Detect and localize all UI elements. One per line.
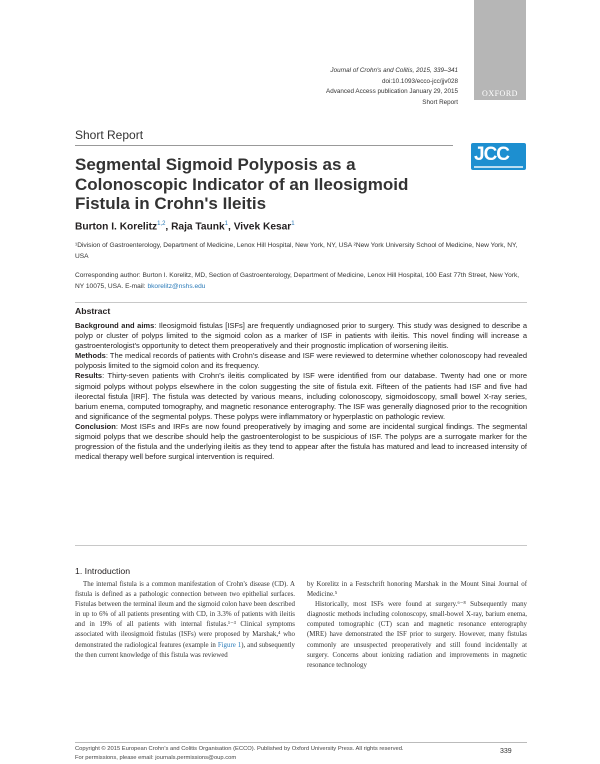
- divider: [75, 145, 453, 146]
- author-affil-sup[interactable]: 1: [291, 221, 295, 227]
- divider: [75, 742, 527, 743]
- figure-link[interactable]: Figure 1: [217, 641, 242, 649]
- divider: [75, 302, 527, 303]
- author-affil-sup[interactable]: 1,2: [157, 221, 166, 227]
- author-affil-sup[interactable]: 1: [224, 221, 229, 227]
- copyright: Copyright © 2015 European Crohn's and Colitis Organisation (ECCO). Published by Oxford University Press. All rights reserved.: [75, 746, 404, 752]
- affiliations: ¹Division of Gastroenterology, Department of Medicine, Lenox Hill Hospital, New York, NY, USA ²New York University School of Medicine, New York, NY, USA: [75, 242, 518, 260]
- footer: [75, 745, 495, 763]
- abstract-label: Results: [75, 371, 103, 381]
- oxford-badge-text: OXFORD: [482, 89, 518, 98]
- corresponding-author: [75, 270, 527, 292]
- article-type-small: Short Report: [422, 98, 458, 106]
- paragraph-text: The internal fistula is a common manifestation of Crohn's disease (CD). A fistula is defined as a pathologic connection between two epithelial surfaces. Fistulas between the terminal ileum and the sigmoid colon have been described in up to 6% of all patients presenting with CD, in 3.3% of patients with ileitis and in 19% of all patients with internal fistulas.¹⁻³ Clinical symptoms associated with ileosigmoid fistulas (ISFs) were proposed by Marshak,⁴ who demonstrated the radiological features (example in: [75, 581, 295, 649]
- jcc-logo-strip: [474, 166, 523, 168]
- abstract-body: [75, 321, 527, 462]
- doi: doi:10.1093/ecco-jcc/jjv028: [382, 77, 458, 85]
- journal-citation: Journal of Crohn's and Colitis, 2015, 339–341: [330, 67, 458, 74]
- article-type: Short Report: [75, 128, 144, 142]
- abstract-results: [75, 371, 527, 421]
- abstract-label: Conclusion: [75, 421, 116, 431]
- abstract-text: : Most ISFs and IRFs are now found preoperatively by imaging and some are incidental surgical findings. The segmental sigmoid polyps that we describe should help the gastroenterologist to be suspicious of ISF. The polyps are a surrogate marker for the progression of the fistula and the underlying ileitis as they tend to appear after the fistula has matured and lead to increased intensity of medical therapy well before surgical intervention is required.: [75, 421, 527, 462]
- abstract-background: [75, 321, 527, 351]
- body-column-left: [75, 580, 295, 661]
- paragraph: Historically, most ISFs were found at surgery.⁶⁻⁸ Subsequently many diagnostic methods including colonoscopy, small-bowel X-ray, barium enema, computed tomographic (CT) scan and magnetic resonance enterography (MRE) have demonstrated the ISF prior to surgery. However, many fistulas commonly are unsuspected preoperatively and still found incidentally at surgery. Concerns about ionizing radiation and improvements in magnetic resonance technology: [307, 601, 527, 669]
- advance-access: Advanced Access publication January 29, 2015: [326, 88, 458, 95]
- email-link[interactable]: bkorelitz@nshs.edu: [147, 283, 206, 290]
- abstract-text: : The medical records of patients with Crohn's disease and ISF were reviewed to determine whether colonoscopy had revealed polyposis limited to the sigmoid colon and its frequency.: [75, 351, 527, 371]
- abstract-text: : Ileosigmoid fistulas [ISFs] are frequently undiagnosed prior to surgery. This study was designed to describe a polyp or cluster of polyps limited to the sigmoid colon as a marker of ISF in patients with ileitis. This novel finding will increase a gastroenterologist's opportunity to detect them preoperatively and their prognostic implication of worsening ileitis.: [75, 321, 527, 351]
- abstract-text: : Thirty-seven patients with Crohn's ileitis complicated by ISF were identified from our database. Twenty had one or more sigmoid polyps without polyps elsewhere in the colon suggesting the site of fistula exit. Fifteen of the patients had ISF and five had ileorectal fistula [IRF]. The fistula was detected by various means, including colonoscopy, sigmoidoscopy, small bowel X-ray series, barium enema, computed tomography, and magnetic resonance enterography. The ISF was generally diagnosed prior to the recognition and significance of the segmental polyps. These polyps were inflammatory or hyperplastic on pathologic review.: [75, 371, 527, 421]
- author-name: Burton I. Korelitz: [75, 221, 158, 233]
- oxford-badge: [474, 0, 526, 100]
- section-heading: 1. Introduction: [75, 566, 131, 576]
- permissions: For permissions, please email: journals.permissions@oup.com: [75, 755, 237, 761]
- divider: [75, 545, 527, 546]
- abstract-label: Background and aims: [75, 321, 155, 330]
- jcc-logo: [471, 143, 526, 170]
- author-name: Raja Taunk: [171, 221, 225, 233]
- article-title: Segmental Sigmoid Polyposis as a Colonoscopic Indicator of an Ileosigmoid Fistula in Crohn's Ileitis: [75, 155, 409, 213]
- page-number: 339: [500, 748, 512, 755]
- body-column-right: [307, 580, 527, 671]
- journal-header: [158, 66, 458, 108]
- abstract-label: Methods: [75, 351, 106, 361]
- paragraph-text: ), and subsequently the then current knowledge of this fistula was reviewed: [75, 641, 295, 659]
- corresponding-text: Corresponding author: Burton I. Korelitz, MD, Section of Gastroenterology, Department of Medicine, Lenox Hill Hospital, 100 East 77th Street, New York, NY 10075, USA. E-mail:: [75, 272, 520, 290]
- paragraph: [75, 580, 295, 661]
- author-list: Burton I. Korelitz$^{1,2}$, Raja Taunk$^1$, Vivek Kesar$^1$: [75, 221, 295, 233]
- author-name: Vivek Kesar: [233, 221, 292, 233]
- jcc-logo-text: JCC: [474, 144, 510, 165]
- paragraph: by Korelitz in a Festschrift honoring Marshak in the Mount Sinai Journal of Medicine.⁵: [307, 581, 527, 599]
- abstract-methods: [75, 351, 527, 371]
- abstract-heading: Abstract: [75, 306, 111, 316]
- abstract-conclusion: [75, 422, 527, 462]
